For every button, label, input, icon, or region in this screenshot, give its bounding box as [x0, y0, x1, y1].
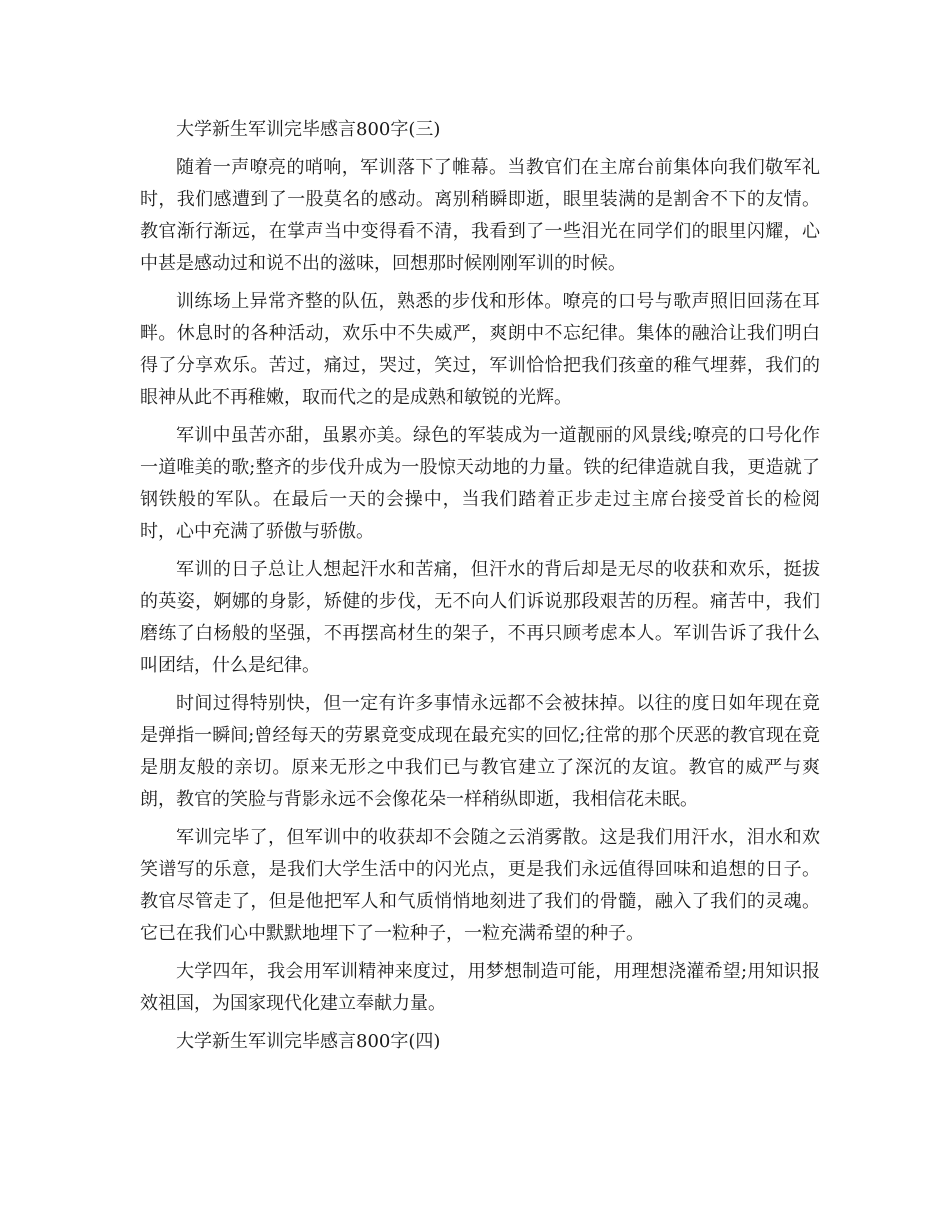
- document-body: [140, 114, 820, 1064]
- paragraph-5: 时间过得特别快，但一定有许多事情永远都不会被抹掉。以往的度日如年现在竟是弹指一瞬间;曾经每天的劳累竟变成现在最充实的回忆;往常的那个厌恶的教官现在竟是朋友般的亲切。原来无形之中我们已与教官建立了深沉的友谊。教官的威严与爽朗，教官的笑脸与背影永远不会像花朵一样稍纵即逝，我相信花未眠。: [140, 693, 820, 810]
- section-heading-4: 大学新生军训完毕感言800字(四): [176, 1031, 441, 1052]
- paragraph-4: 军训的日子总让人想起汗水和苦痛，但汗水的背后却是无尽的收获和欢乐，挺拔的英姿，婀娜的身影，矫健的步伐，无不向人们诉说那段艰苦的历程。痛苦中，我们磨练了白杨般的坚强，不再摆高材生的架子，不再只顾考虑本人。军训告诉了我什么叫团结，什么是纪律。: [140, 559, 820, 676]
- paragraph-2: 训练场上异常齐整的队伍，熟悉的步伐和形体。嘹亮的口号与歌声照旧回荡在耳畔。休息时的各种活动，欢乐中不失威严，爽朗中不忘纪律。集体的融洽让我们明白得了分享欢乐。苦过，痛过，哭过，笑过，军训恰恰把我们孩童的稚气埋葬，我们的眼神从此不再稚嫩，取而代之的是成熟和敏锐的光辉。: [140, 291, 820, 408]
- paragraph-6: 军训完毕了，但军训中的收获却不会随之云消雾散。这是我们用汗水，泪水和欢笑谱写的乐意，是我们大学生活中的闪光点，更是我们永远值得回味和追想的日子。教官尽管走了，但是他把军人和气质悄悄地刻进了我们的骨髓，融入了我们的灵魂。它已在我们心中默默地埋下了一粒种子，一粒充满希望的种子。: [140, 827, 820, 944]
- paragraph-7: 大学四年，我会用军训精神来度过，用梦想制造可能，用理想浇灌希望;用知识报效祖国，为国家现代化建立奉献力量。: [140, 961, 820, 1014]
- paragraph-3: 军训中虽苦亦甜，虽累亦美。绿色的军装成为一道靓丽的风景线;嘹亮的口号化作一道唯美的歌;整齐的步伐升成为一股惊天动地的力量。铁的纪律造就自我，更造就了钢铁般的军队。在最后一天的会操中，当我们踏着正步走过主席台接受首长的检阅时，心中充满了骄傲与骄傲。: [140, 425, 820, 542]
- section-heading-3: 大学新生军训完毕感言800字(三): [176, 119, 441, 140]
- paragraph-1: 随着一声嘹亮的哨响，军训落下了帷幕。当教官们在主席台前集体向我们敬军礼时，我们感遭到了一股莫名的感动。离别稍瞬即逝，眼里装满的是割舍不下的友情。教官渐行渐远，在掌声当中变得看不清，我看到了一些泪光在同学们的眼里闪耀，心中甚是感动过和说不出的滋味，回想那时候刚刚军训的时候。: [140, 157, 820, 274]
